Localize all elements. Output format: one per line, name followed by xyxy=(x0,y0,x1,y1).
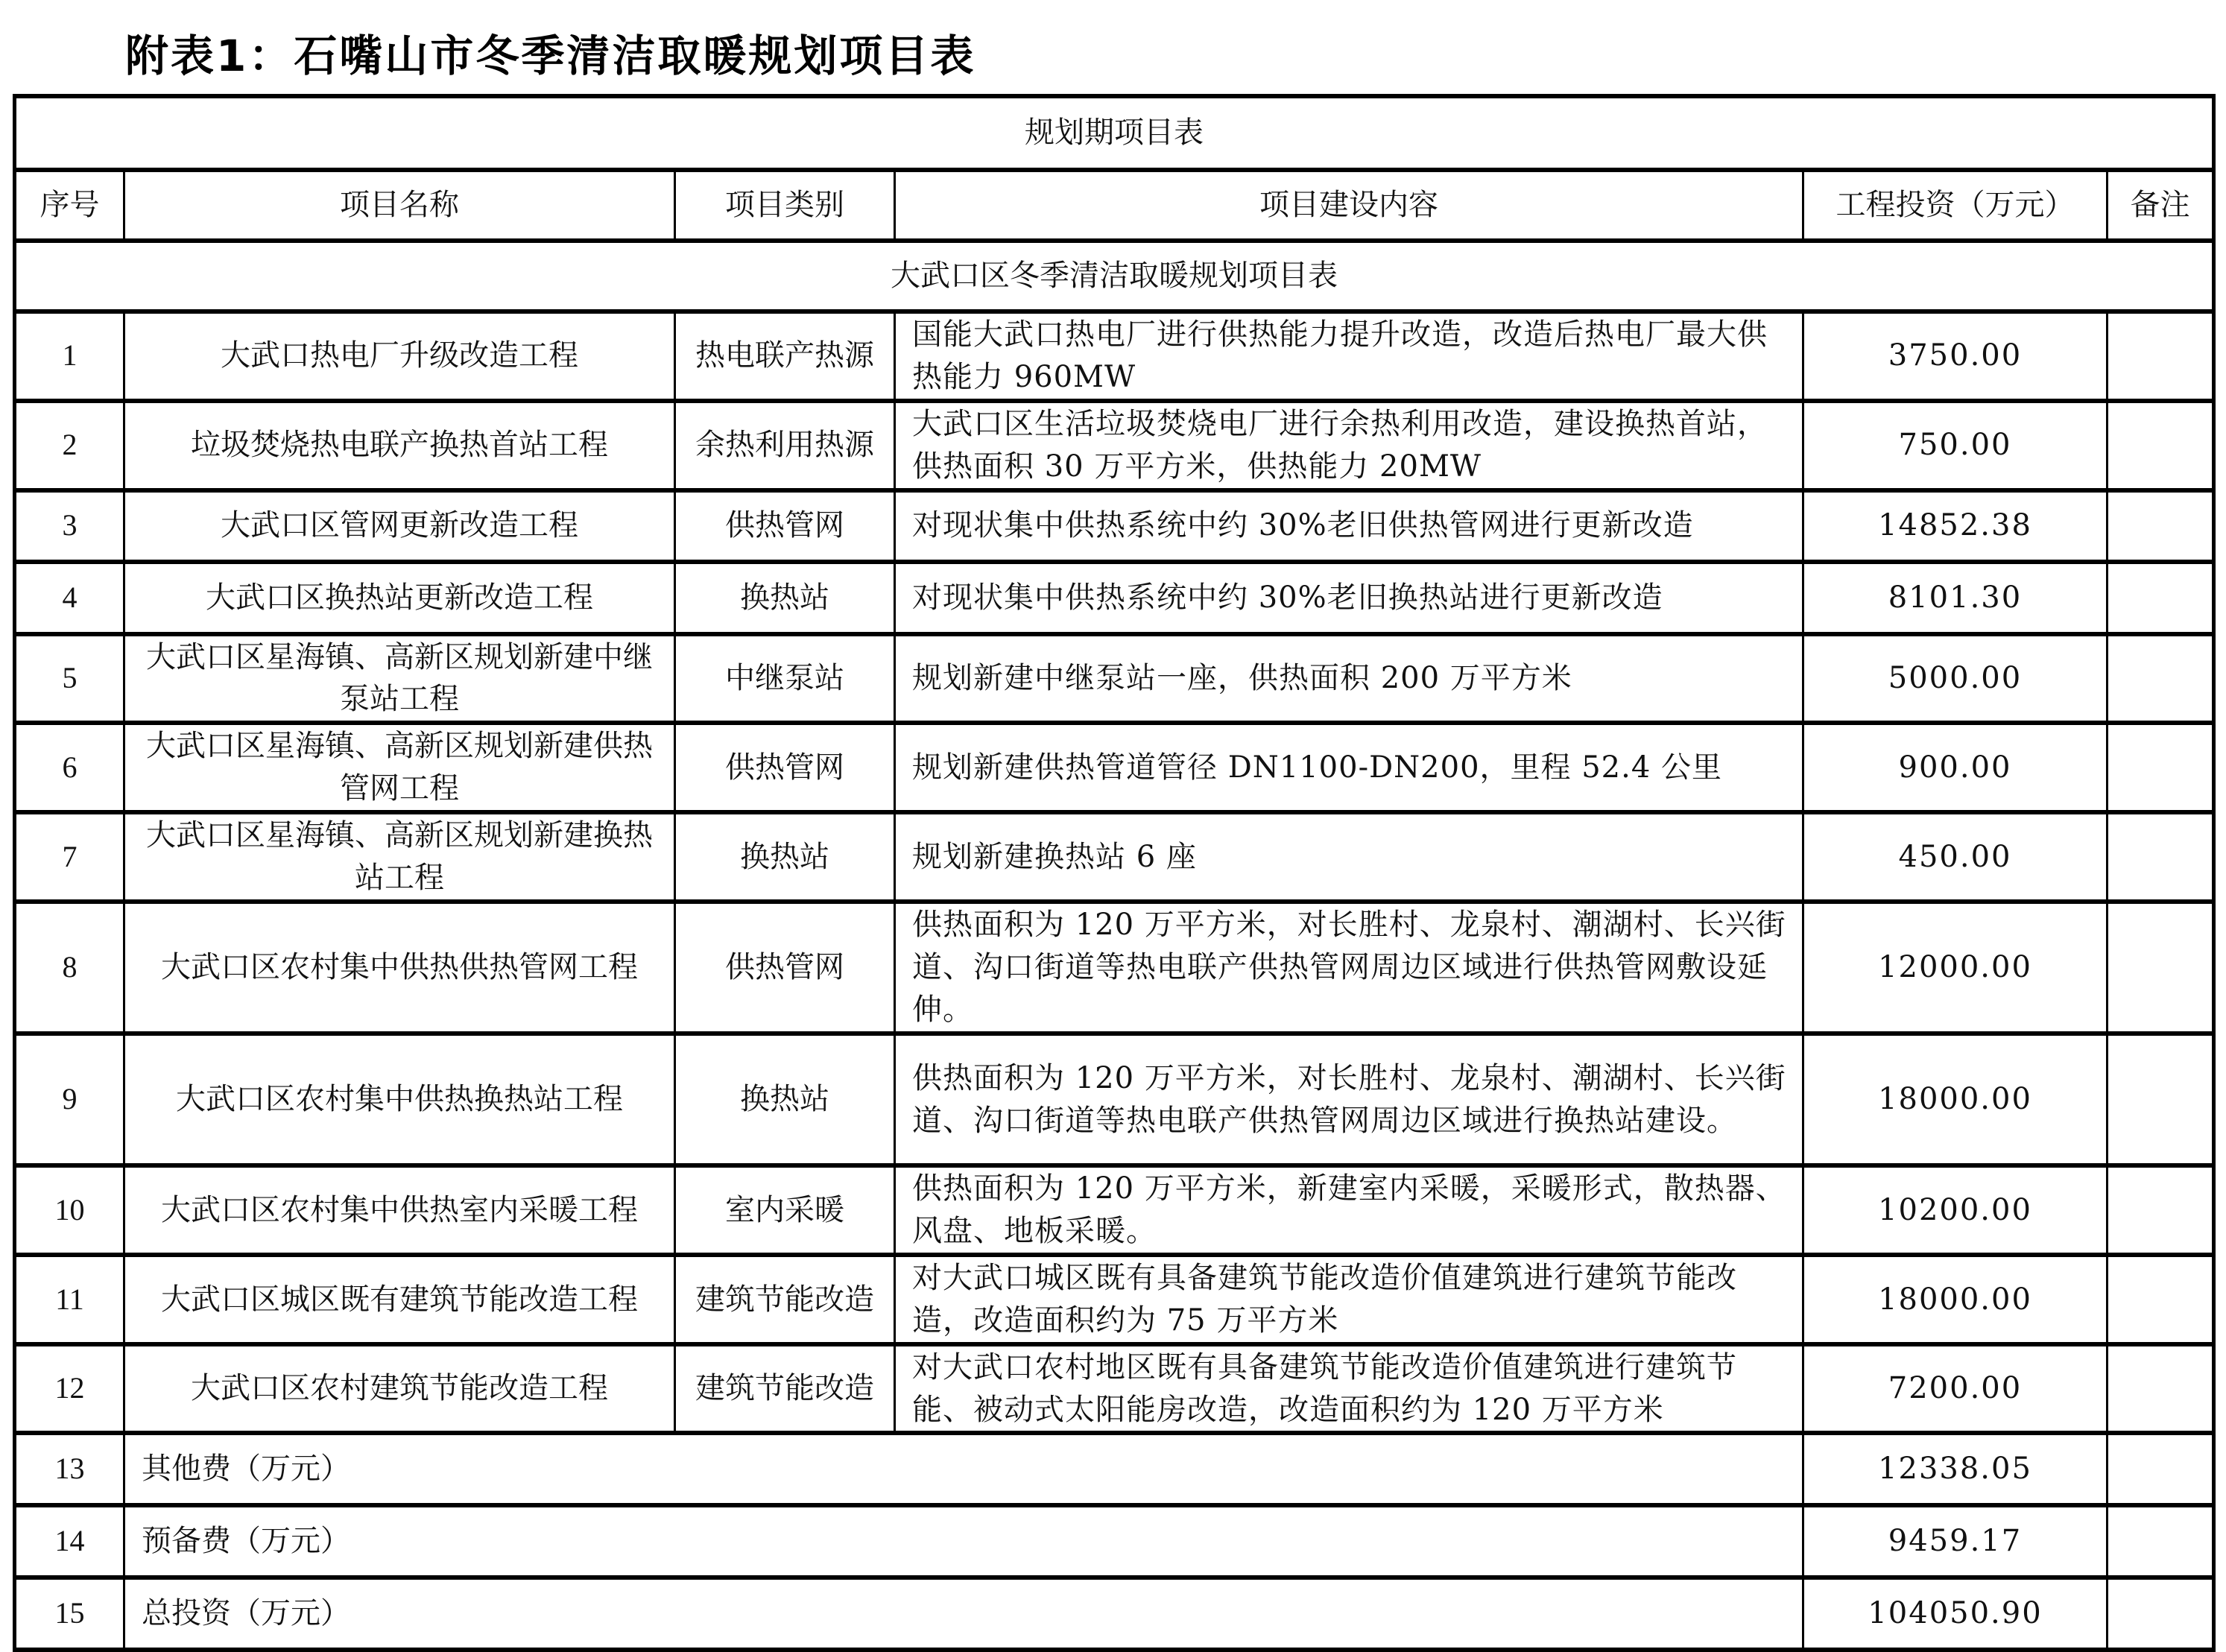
summary-row xyxy=(15,1505,2214,1577)
row-category: 供热管网 xyxy=(675,902,895,1034)
header-remark: 备注 xyxy=(2108,170,2214,241)
row-content: 对现状集中供热系统中约 30%老旧换热站进行更新改造 xyxy=(895,562,1803,634)
table-row xyxy=(15,1165,2214,1255)
table-row xyxy=(15,311,2214,401)
row-remark xyxy=(2108,1034,2214,1165)
header-category: 项目类别 xyxy=(675,170,895,241)
row-index: 6 xyxy=(15,723,124,812)
row-name: 大武口区星海镇、高新区规划新建供热管网工程 xyxy=(124,723,675,812)
row-remark xyxy=(2108,1255,2214,1344)
row-category: 供热管网 xyxy=(675,490,895,562)
row-content: 规划新建供热管道管径 DN1100-DN200，里程 52.4 公里 xyxy=(895,723,1803,812)
row-remark xyxy=(2108,1344,2214,1434)
row-content: 对大武口农村地区既有具备建筑节能改造价值建筑进行建筑节能、被动式太阳能房改造，改造面积约为 120 万平方米 xyxy=(895,1344,1803,1434)
row-remark xyxy=(2108,723,2214,812)
row-investment: 5000.00 xyxy=(1803,634,2108,724)
row-investment: 18000.00 xyxy=(1803,1255,2108,1344)
summary-remark xyxy=(2108,1577,2214,1650)
summary-investment: 9459.17 xyxy=(1803,1505,2108,1577)
header-index: 序号 xyxy=(15,170,124,241)
row-index: 9 xyxy=(15,1034,124,1165)
row-name: 大武口区农村集中供热室内采暖工程 xyxy=(124,1165,675,1255)
row-remark xyxy=(2108,490,2214,562)
row-content: 规划新建换热站 6 座 xyxy=(895,812,1803,902)
row-investment: 450.00 xyxy=(1803,812,2108,902)
summary-investment: 104050.90 xyxy=(1803,1577,2108,1650)
row-content: 供热面积为 120 万平方米，新建室内采暖，采暖形式，散热器、风盘、地板采暖。 xyxy=(895,1165,1803,1255)
summary-remark xyxy=(2108,1433,2214,1505)
row-name: 大武口区换热站更新改造工程 xyxy=(124,562,675,634)
row-name: 大武口区农村集中供热供热管网工程 xyxy=(124,902,675,1034)
row-investment: 12000.00 xyxy=(1803,902,2108,1034)
row-index: 1 xyxy=(15,311,124,401)
summary-label: 总投资（万元） xyxy=(124,1577,1803,1650)
table-row xyxy=(15,490,2214,562)
row-category: 供热管网 xyxy=(675,723,895,812)
header-content: 项目建设内容 xyxy=(895,170,1803,241)
summary-row xyxy=(15,1577,2214,1650)
row-category: 室内采暖 xyxy=(675,1165,895,1255)
summary-index: 13 xyxy=(15,1433,124,1505)
row-name: 大武口区农村集中供热换热站工程 xyxy=(124,1034,675,1165)
row-remark xyxy=(2108,401,2214,490)
row-name: 大武口区农村建筑节能改造工程 xyxy=(124,1344,675,1434)
summary-row xyxy=(15,1433,2214,1505)
table-row xyxy=(15,812,2214,902)
row-investment: 3750.00 xyxy=(1803,311,2108,401)
summary-label: 其他费（万元） xyxy=(124,1433,1803,1505)
row-name: 大武口区城区既有建筑节能改造工程 xyxy=(124,1255,675,1344)
row-content: 对大武口城区既有具备建筑节能改造价值建筑进行建筑节能改造，改造面积约为 75 万平方米 xyxy=(895,1255,1803,1344)
band-title-row xyxy=(15,96,2214,170)
table-row xyxy=(15,562,2214,634)
header-investment: 工程投资（万元） xyxy=(1803,170,2108,241)
row-category: 换热站 xyxy=(675,1034,895,1165)
row-category: 建筑节能改造 xyxy=(675,1255,895,1344)
row-index: 11 xyxy=(15,1255,124,1344)
row-name: 垃圾焚烧热电联产换热首站工程 xyxy=(124,401,675,490)
row-investment: 18000.00 xyxy=(1803,1034,2108,1165)
row-remark xyxy=(2108,562,2214,634)
row-content: 供热面积为 120 万平方米，对长胜村、龙泉村、潮湖村、长兴街道、沟口街道等热电联产供热管网周边区域进行换热站建设。 xyxy=(895,1034,1803,1165)
row-investment: 900.00 xyxy=(1803,723,2108,812)
row-index: 10 xyxy=(15,1165,124,1255)
row-content: 供热面积为 120 万平方米，对长胜村、龙泉村、潮湖村、长兴街道、沟口街道等热电联产供热管网周边区域进行供热管网敷设延伸。 xyxy=(895,902,1803,1034)
row-category: 余热利用热源 xyxy=(675,401,895,490)
section-title-row xyxy=(15,241,2214,311)
table-row xyxy=(15,634,2214,724)
row-category: 换热站 xyxy=(675,562,895,634)
table-row xyxy=(15,401,2214,490)
row-index: 8 xyxy=(15,902,124,1034)
row-category: 热电联产热源 xyxy=(675,311,895,401)
row-index: 4 xyxy=(15,562,124,634)
row-index: 2 xyxy=(15,401,124,490)
row-name: 大武口区星海镇、高新区规划新建换热站工程 xyxy=(124,812,675,902)
band-title: 规划期项目表 xyxy=(15,96,2214,170)
row-content: 规划新建中继泵站一座，供热面积 200 万平方米 xyxy=(895,634,1803,724)
document-title: 附表1：石嘴山市冬季清洁取暖规划项目表 xyxy=(125,31,976,81)
table-row xyxy=(15,1344,2214,1434)
row-content: 大武口区生活垃圾焚烧电厂进行余热利用改造，建设换热首站，供热面积 30 万平方米，供热能力 20MW xyxy=(895,401,1803,490)
summary-index: 14 xyxy=(15,1505,124,1577)
summary-investment: 12338.05 xyxy=(1803,1433,2108,1505)
row-index: 3 xyxy=(15,490,124,562)
row-name: 大武口区管网更新改造工程 xyxy=(124,490,675,562)
row-content: 对现状集中供热系统中约 30%老旧供热管网进行更新改造 xyxy=(895,490,1803,562)
row-category: 建筑节能改造 xyxy=(675,1344,895,1434)
row-remark xyxy=(2108,634,2214,724)
row-investment: 750.00 xyxy=(1803,401,2108,490)
row-content: 国能大武口热电厂进行供热能力提升改造，改造后热电厂最大供热能力 960MW xyxy=(895,311,1803,401)
summary-label: 预备费（万元） xyxy=(124,1505,1803,1577)
row-index: 7 xyxy=(15,812,124,902)
project-table xyxy=(13,94,2216,1652)
summary-index: 15 xyxy=(15,1577,124,1650)
table-row xyxy=(15,1034,2214,1165)
row-index: 12 xyxy=(15,1344,124,1434)
row-name: 大武口热电厂升级改造工程 xyxy=(124,311,675,401)
header-row xyxy=(15,170,2214,241)
row-category: 换热站 xyxy=(675,812,895,902)
row-name: 大武口区星海镇、高新区规划新建中继泵站工程 xyxy=(124,634,675,724)
row-investment: 8101.30 xyxy=(1803,562,2108,634)
row-remark xyxy=(2108,311,2214,401)
row-investment: 10200.00 xyxy=(1803,1165,2108,1255)
section-title: 大武口区冬季清洁取暖规划项目表 xyxy=(15,241,2214,311)
row-category: 中继泵站 xyxy=(675,634,895,724)
header-name: 项目名称 xyxy=(124,170,675,241)
row-index: 5 xyxy=(15,634,124,724)
row-remark xyxy=(2108,1165,2214,1255)
row-investment: 14852.38 xyxy=(1803,490,2108,562)
table-row xyxy=(15,723,2214,812)
table-row xyxy=(15,902,2214,1034)
row-investment: 7200.00 xyxy=(1803,1344,2108,1434)
summary-remark xyxy=(2108,1505,2214,1577)
table-row xyxy=(15,1255,2214,1344)
row-remark xyxy=(2108,812,2214,902)
row-remark xyxy=(2108,902,2214,1034)
